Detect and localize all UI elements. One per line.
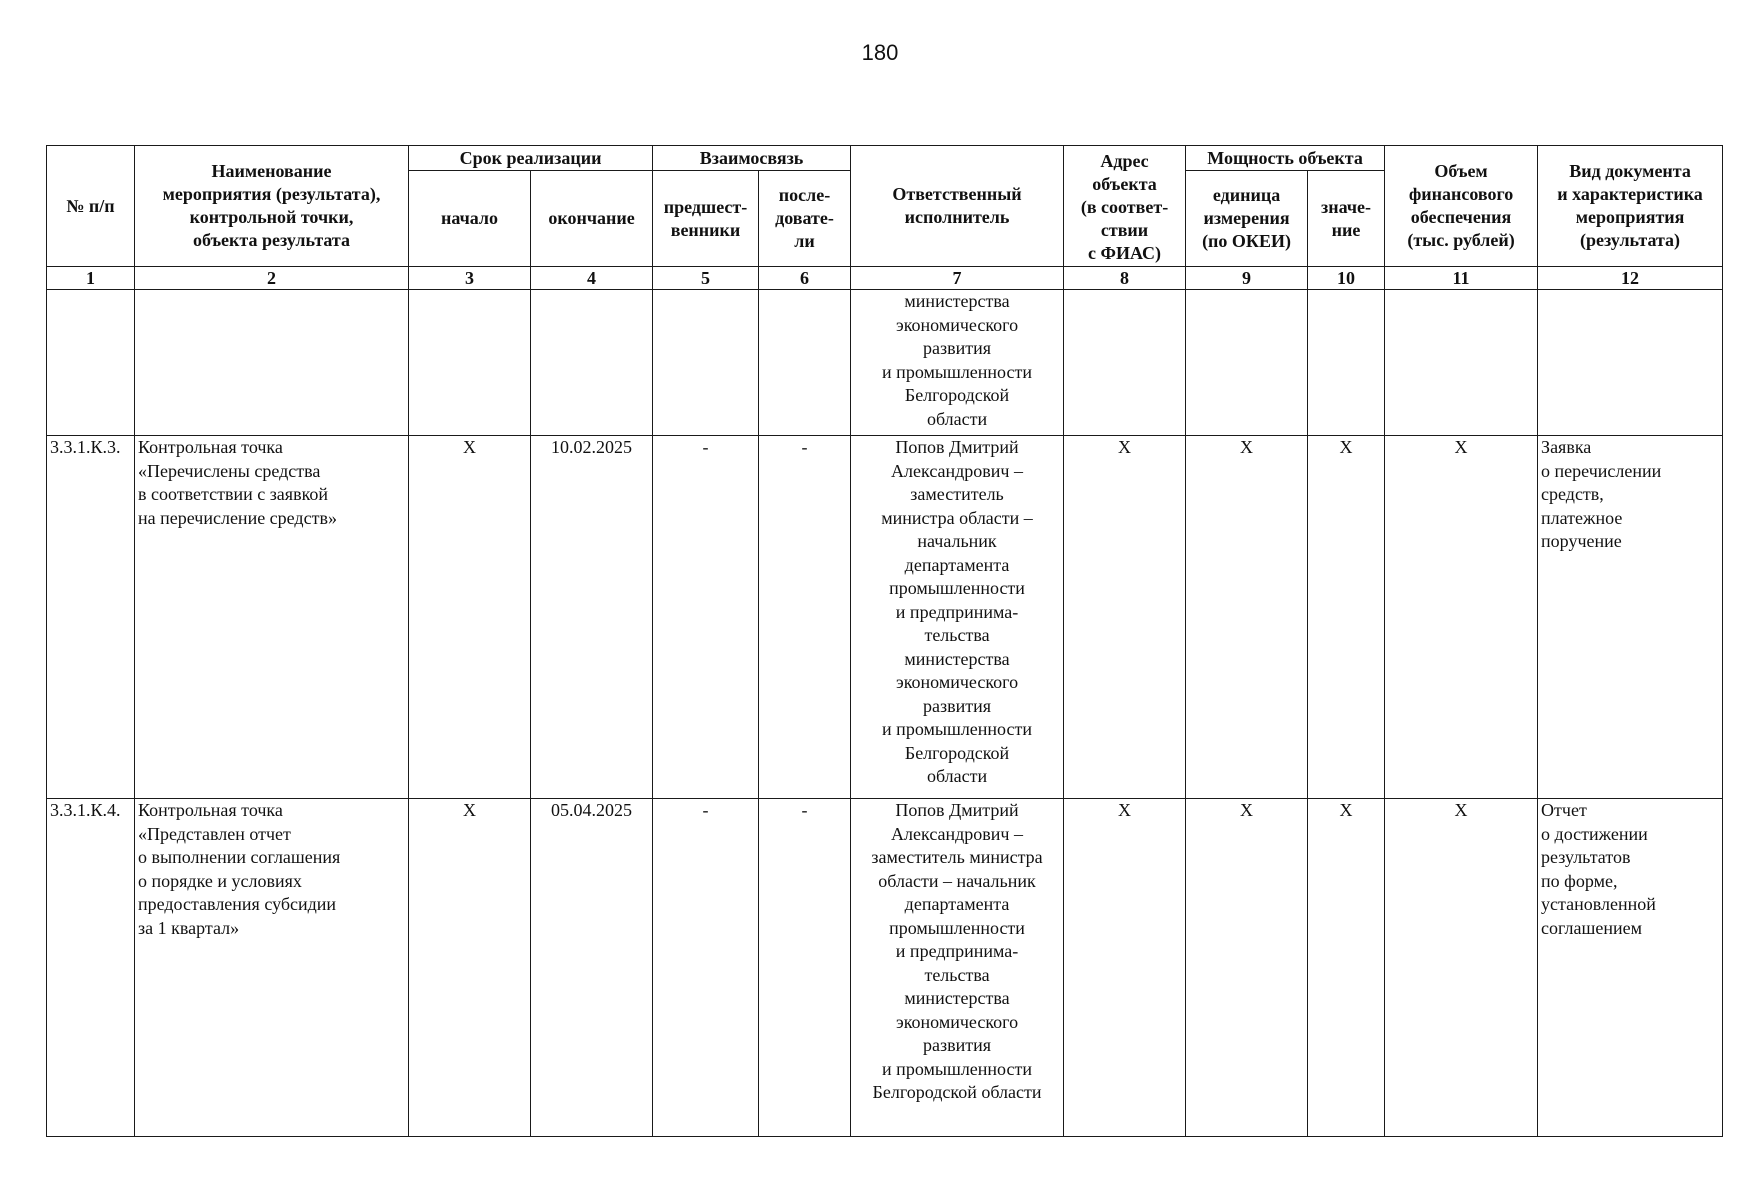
column-number: 7 [851,267,1064,290]
header-predecessors: предшест- венники [653,171,759,267]
column-number: 9 [1186,267,1308,290]
column-number: 2 [135,267,409,290]
column-number: 10 [1308,267,1385,290]
cell-value: Х [1308,799,1385,1137]
cell-value: Х [1308,436,1385,799]
cell-end [531,290,653,436]
table-row [47,436,1723,799]
cell-start [409,290,531,436]
header-unit: единица измерения (по ОКЕИ) [1186,171,1308,267]
cell-responsible: министерства экономического развития и промышленности Белгородской области [851,290,1064,436]
cell-address [1064,290,1186,436]
column-number: 8 [1064,267,1186,290]
column-number: 5 [653,267,759,290]
cell-successors: - [759,436,851,799]
header-period: Срок реализации [409,146,653,171]
column-number: 4 [531,267,653,290]
table-header [47,146,1723,290]
cell-doc-type: Отчет о достижении результатов по форме, установленной соглашением [1538,799,1723,1137]
header-value: значе- ние [1308,171,1385,267]
cell-finance: Х [1385,799,1538,1137]
header-num: № п/п [47,146,135,267]
header-address: Адрес объекта (в соответ- ствии с ФИАС) [1064,146,1186,267]
column-number: 11 [1385,267,1538,290]
cell-predecessors: - [653,436,759,799]
cell-end: 10.02.2025 [531,436,653,799]
page-number: 180 [861,40,899,65]
cell-doc-type: Заявка о перечислении средств, платежное поручение [1538,436,1723,799]
cell-address: Х [1064,799,1186,1137]
cell-finance: Х [1385,436,1538,799]
cell-name: Контрольная точка «Перечислены средства в соответствии с заявкой на перечисление средств» [135,436,409,799]
header-finance: Объем финансового обеспечения (тыс. рублей) [1385,146,1538,267]
cell-name: Контрольная точка «Представлен отчет о выполнении соглашения о порядке и условиях предоставления субсидии за 1 квартал» [135,799,409,1137]
header-name: Наименование мероприятия (результата), контрольной точки, объекта результата [135,146,409,267]
header-end: окончание [531,171,653,267]
cell-name [135,290,409,436]
cell-address: Х [1064,436,1186,799]
cell-responsible: Попов Дмитрий Александрович – заместитель министра области – начальник департамента промышленности и предпринима- тельства министерства экономического развития и промышленности Белгородской области [851,436,1064,799]
column-number: 6 [759,267,851,290]
header-doc-type: Вид документа и характеристика мероприятия (результата) [1538,146,1723,267]
cell-start: Х [409,436,531,799]
cell-end: 05.04.2025 [531,799,653,1137]
cell-unit: Х [1186,799,1308,1137]
cell-unit: Х [1186,436,1308,799]
table-body [47,290,1723,1137]
cell-successors: - [759,799,851,1137]
header-responsible: Ответственный исполнитель [851,146,1064,267]
cell-predecessors [653,290,759,436]
plan-table [46,145,1723,1137]
header-successors: после- довате- ли [759,171,851,267]
cell-num: 3.3.1.К.3. [47,436,135,799]
header-start: начало [409,171,531,267]
column-number: 3 [409,267,531,290]
table-row [47,799,1723,1137]
header-capacity: Мощность объекта [1186,146,1385,171]
cell-successors [759,290,851,436]
cell-responsible: Попов Дмитрий Александрович – заместитель министра области – начальник департамента промышленности и предпринима- тельства министерства экономического развития и промышленности Белгородской области [851,799,1064,1137]
cell-value [1308,290,1385,436]
table-row-continuation [47,290,1723,436]
cell-num [47,290,135,436]
cell-predecessors: - [653,799,759,1137]
column-number: 12 [1538,267,1723,290]
header-relation: Взаимосвязь [653,146,851,171]
cell-num: 3.3.1.К.4. [47,799,135,1137]
cell-start: Х [409,799,531,1137]
column-number-row [47,267,1723,290]
cell-doc-type [1538,290,1723,436]
cell-finance [1385,290,1538,436]
column-number: 1 [47,267,135,290]
cell-unit [1186,290,1308,436]
